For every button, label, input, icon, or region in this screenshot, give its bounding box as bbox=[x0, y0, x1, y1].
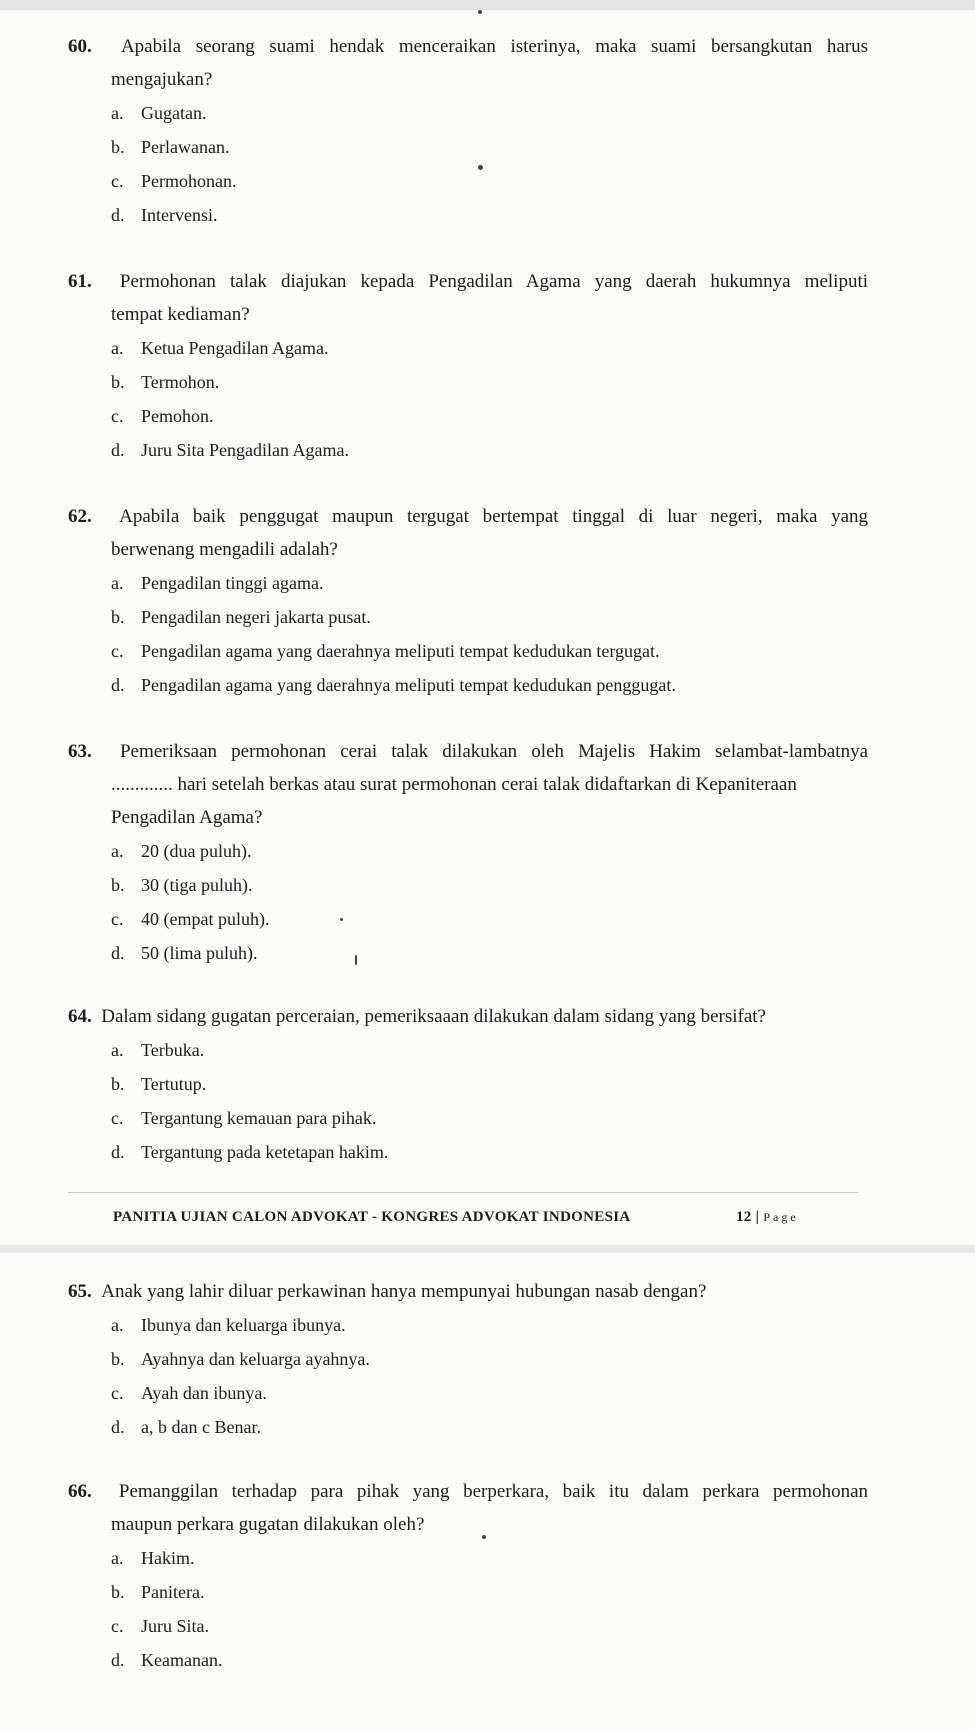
option-a: a. Terbuka. bbox=[111, 1040, 205, 1060]
scan-speck bbox=[478, 165, 483, 170]
exam-page-12 bbox=[0, 10, 975, 1245]
option-b: b. Pengadilan negeri jakarta pusat. bbox=[111, 607, 371, 627]
scan-speck bbox=[340, 918, 343, 921]
question-line-3: Pengadilan Agama? bbox=[111, 807, 263, 828]
question-text bbox=[68, 500, 868, 566]
question-65 bbox=[68, 1275, 868, 1444]
question-line-1: Dalam sidang gugatan perceraian, pemeriksaaan dilakukan dalam sidang yang bersifat? bbox=[101, 1006, 766, 1027]
option-c: c. Pengadilan agama yang daerahnya meliputi tempat kedudukan tergugat. bbox=[111, 641, 660, 661]
question-line-1: Pemanggilan terhadap para pihak yang berperkara, baik itu dalam perkara permohonan bbox=[118, 1481, 869, 1502]
question-number: 65. bbox=[68, 1281, 92, 1302]
question-text bbox=[68, 1000, 868, 1033]
options-list bbox=[68, 331, 868, 467]
option-c: c. Tergantung kemauan para pihak. bbox=[111, 1108, 377, 1128]
question-line-2: berwenang mengadili adalah? bbox=[111, 539, 338, 560]
question-61 bbox=[68, 265, 868, 467]
footer-page-number: 12 | Page bbox=[736, 1209, 799, 1225]
question-60 bbox=[68, 30, 868, 232]
question-text bbox=[68, 1475, 868, 1541]
options-list bbox=[68, 96, 868, 232]
question-line-2: ............. hari setelah berkas atau surat permohonan cerai talak didaftarkan di Kepaniteraan bbox=[111, 774, 797, 795]
options-list bbox=[68, 834, 868, 970]
option-d: d. a, b dan c Benar. bbox=[111, 1417, 261, 1437]
question-line-1: Pemeriksaan permohonan cerai talak dilakukan oleh Majelis Hakim selambat-lambatnya bbox=[119, 741, 869, 762]
question-line-2: mengajukan? bbox=[111, 69, 213, 90]
question-text bbox=[68, 1275, 868, 1308]
option-b: b. 30 (tiga puluh). bbox=[111, 875, 253, 895]
question-63 bbox=[68, 735, 868, 970]
question-line-1: Anak yang lahir diluar perkawinan hanya mempunyai hubungan nasab dengan? bbox=[101, 1281, 707, 1302]
option-a: a. 20 (dua puluh). bbox=[111, 841, 252, 861]
question-line-1: Apabila baik penggugat maupun tergugat bertempat tinggal di luar negeri, maka yang bbox=[119, 506, 868, 527]
option-a: a. Ketua Pengadilan Agama. bbox=[111, 338, 329, 358]
question-64 bbox=[68, 1000, 868, 1169]
options-list bbox=[68, 1308, 868, 1444]
options-list bbox=[68, 566, 868, 702]
question-number: 63. bbox=[68, 741, 92, 762]
question-number: 64. bbox=[68, 1006, 92, 1027]
option-c: c. Ayah dan ibunya. bbox=[111, 1383, 267, 1403]
option-b: b. Termohon. bbox=[111, 372, 220, 392]
question-66 bbox=[68, 1475, 868, 1677]
question-number: 60. bbox=[68, 36, 92, 57]
option-b: b. Ayahnya dan keluarga ayahnya. bbox=[111, 1349, 370, 1369]
question-number: 66. bbox=[68, 1481, 92, 1502]
option-c: c. Pemohon. bbox=[111, 406, 214, 426]
option-a: a. Pengadilan tinggi agama. bbox=[111, 573, 324, 593]
option-b: b. Panitera. bbox=[111, 1582, 205, 1602]
option-d: d. Keamanan. bbox=[111, 1650, 223, 1670]
question-text bbox=[68, 30, 868, 96]
scan-speck bbox=[478, 10, 482, 14]
exam-page-13 bbox=[0, 1253, 975, 1730]
footer-institution: PANITIA UJIAN CALON ADVOKAT - KONGRES ADVOKAT INDONESIA bbox=[113, 1209, 631, 1225]
question-text bbox=[68, 265, 868, 331]
question-line-1: Permohonan talak diajukan kepada Pengadilan Agama yang daerah hukumnya meliputi bbox=[119, 271, 869, 292]
option-a: a. Hakim. bbox=[111, 1548, 195, 1568]
question-line-2: tempat kediaman? bbox=[111, 304, 250, 325]
scan-speck bbox=[482, 1535, 486, 1539]
option-d: d. 50 (lima puluh). bbox=[111, 943, 258, 963]
option-a: a. Gugatan. bbox=[111, 103, 207, 123]
option-d: d. Tergantung pada ketetapan hakim. bbox=[111, 1142, 389, 1162]
question-text bbox=[68, 735, 868, 834]
question-62 bbox=[68, 500, 868, 702]
question-line-1: Apabila seorang suami hendak menceraikan isterinya, maka suami bersangkutan harus bbox=[120, 36, 869, 57]
option-a: a. Ibunya dan keluarga ibunya. bbox=[111, 1315, 346, 1335]
option-d: d. Juru Sita Pengadilan Agama. bbox=[111, 440, 349, 460]
page-footer bbox=[68, 1192, 858, 1225]
question-number: 61. bbox=[68, 271, 92, 292]
option-c: c. 40 (empat puluh). bbox=[111, 909, 270, 929]
question-number: 62. bbox=[68, 506, 92, 527]
option-c: c. Permohonan. bbox=[111, 171, 237, 191]
options-list bbox=[68, 1033, 868, 1169]
question-line-2: maupun perkara gugatan dilakukan oleh? bbox=[111, 1514, 425, 1535]
top-strip bbox=[0, 0, 975, 10]
option-b: b. Perlawanan. bbox=[111, 137, 230, 157]
scan-speck bbox=[355, 955, 357, 965]
options-list bbox=[68, 1541, 868, 1677]
option-d: d. Intervensi. bbox=[111, 205, 218, 225]
option-d: d. Pengadilan agama yang daerahnya meliputi tempat kedudukan penggugat. bbox=[111, 675, 676, 695]
option-c: c. Juru Sita. bbox=[111, 1616, 210, 1636]
option-b: b. Tertutup. bbox=[111, 1074, 207, 1094]
